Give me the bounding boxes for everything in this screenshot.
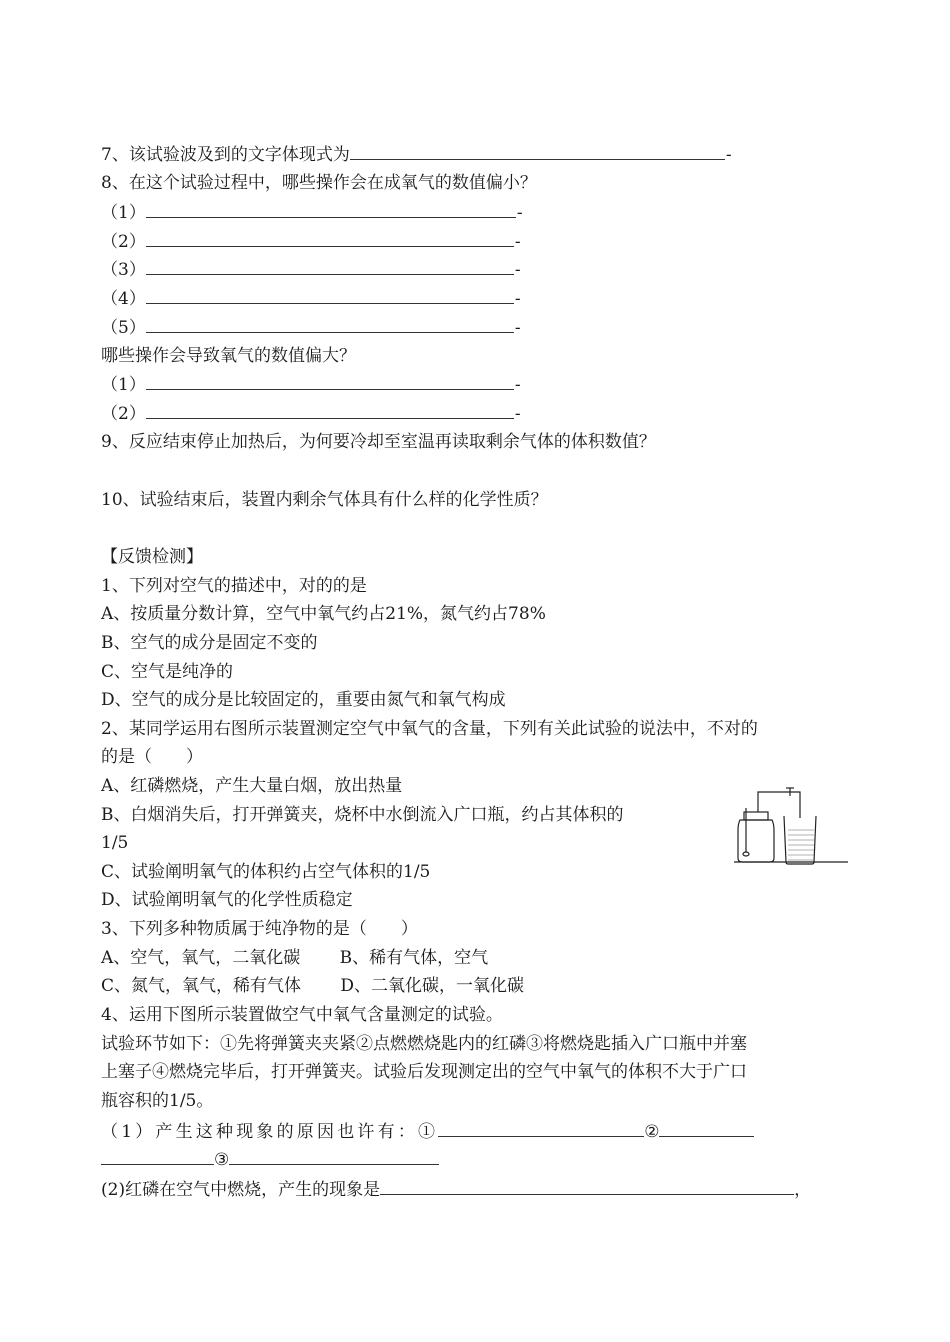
q8b-item-label: （1） bbox=[101, 375, 146, 395]
reason-blank-3[interactable] bbox=[229, 1148, 439, 1165]
q8-item-label: （2） bbox=[101, 232, 146, 252]
stopper-icon bbox=[744, 812, 768, 820]
q8-item-label: （3） bbox=[101, 260, 146, 280]
q8b-item-label: （2） bbox=[101, 404, 146, 424]
q7-tail: - bbox=[725, 145, 732, 165]
reason-blank-1[interactable] bbox=[438, 1120, 644, 1137]
fb-q1-stem: 1、下列对空气的描述中，对的的是 bbox=[101, 576, 367, 596]
fb-q3-options-ab: A、空气，氧气，二氧化碳 B、稀有气体，空气 bbox=[101, 948, 489, 968]
q8-item-label: （4） bbox=[101, 289, 146, 309]
q8-tail: - bbox=[514, 289, 521, 309]
fb-q4-sub2 bbox=[101, 1178, 811, 1201]
q8-item-2 bbox=[101, 230, 521, 253]
fb-q1-option-d: D、空气的成分是比较固定的，重要由氮气和氧气构成 bbox=[101, 690, 506, 710]
q8b-item-2 bbox=[101, 402, 521, 425]
q8-item-4 bbox=[101, 287, 521, 310]
q9-question: 9、反应结束停止加热后，为何要冷却至室温再读取剩余气体的体积数值？ bbox=[101, 432, 656, 452]
mark-2: ② bbox=[644, 1122, 660, 1142]
fb-q2-option-b: B、白烟消失后，打开弹簧夹，烧杯中水倒流入广口瓶，约占其体积的 bbox=[101, 805, 624, 825]
apparatus-figure bbox=[728, 782, 853, 882]
q8-blank-1[interactable] bbox=[146, 201, 516, 218]
q8-sub-question: 哪些操作会导致氧气的数值偏大？ bbox=[101, 346, 356, 366]
reason-blank-2[interactable] bbox=[659, 1120, 754, 1137]
q10-question: 10、试验结束后，装置内剩余气体具有什么样的化学性质？ bbox=[101, 490, 548, 510]
q8b-blank-2[interactable] bbox=[146, 402, 514, 419]
q8-blank-2[interactable] bbox=[146, 230, 514, 247]
q7-text: 7、该试验波及到的文字体现式为 bbox=[101, 145, 350, 165]
q8b-blank-1[interactable] bbox=[146, 373, 514, 390]
q8-item-3 bbox=[101, 258, 521, 281]
q8-blank-4[interactable] bbox=[146, 287, 514, 304]
fb-q2-option-d: D、试验阐明氧气的化学性质稳定 bbox=[101, 890, 353, 910]
q8-item-5 bbox=[101, 316, 521, 339]
fb-q3-stem: 3、下列多种物质属于纯净物的是（ ） bbox=[101, 919, 418, 939]
fb-q4-sub1-cont bbox=[101, 1148, 439, 1171]
fb-q1-option-c: C、空气是纯净的 bbox=[101, 662, 234, 682]
phenomenon-blank[interactable] bbox=[380, 1178, 794, 1195]
fb-q4-body-3: 瓶容积的1/5。 bbox=[101, 1091, 214, 1111]
sub2-end: ， bbox=[794, 1180, 812, 1200]
fb-q2-stem-cont: 的是（ ） bbox=[101, 747, 203, 767]
q8-item-label: （1） bbox=[101, 203, 146, 223]
fb-q2-option-b-cont: 1/5 bbox=[101, 833, 129, 853]
mark-3: ③ bbox=[214, 1150, 230, 1170]
fb-q4-sub1 bbox=[101, 1120, 754, 1143]
q7-line bbox=[101, 143, 732, 166]
fb-q4-stem: 4、运用下图所示装置做空气中氧气含量测定的试验。 bbox=[101, 1005, 503, 1025]
fb-q4-sub2-text: (2)红磷在空气中燃烧，产生的现象是 bbox=[101, 1180, 381, 1200]
q8-tail: - bbox=[516, 203, 523, 223]
glass-tube-icon bbox=[758, 792, 800, 818]
q8b-item-1 bbox=[101, 373, 521, 396]
fb-q1-option-b: B、空气的成分是固定不变的 bbox=[101, 633, 318, 653]
fb-q4-sub1-text: （1）产生这种现象的原因也许有：① bbox=[101, 1122, 439, 1142]
q8-tail: - bbox=[514, 318, 521, 338]
fb-q2-option-a: A、红磷燃烧，产生大量白烟，放出热量 bbox=[101, 776, 403, 796]
q7-answer-blank[interactable] bbox=[350, 143, 725, 160]
q8-blank-5[interactable] bbox=[146, 316, 514, 333]
q8-item-label: （5） bbox=[101, 318, 146, 338]
fb-q3-options-cd: C、氮气，氧气，稀有气体 D、二氧化碳，一氧化碳 bbox=[101, 976, 525, 996]
fb-q2-stem: 2、某同学运用右图所示装置测定空气中氧气的含量，下列有关此试验的说法中，不对的 bbox=[101, 719, 758, 739]
q8-tail: - bbox=[514, 404, 521, 424]
q8-tail: - bbox=[514, 375, 521, 395]
q8-tail: - bbox=[514, 260, 521, 280]
fb-q1-option-a: A、按质量分数计算，空气中氧气约占21%，氮气约占78% bbox=[101, 604, 546, 624]
fb-q4-body-1: 试验环节如下：①先将弹簧夹夹紧②点燃燃烧匙内的红磷③将燃烧匙插入广口瓶中并塞 bbox=[101, 1034, 747, 1054]
reason-blank-2-cont[interactable] bbox=[101, 1148, 214, 1165]
feedback-heading: 【反馈检测】 bbox=[101, 547, 203, 567]
q8-question: 8、在这个试验过程中，哪些操作会在成氧气的数值偏小？ bbox=[101, 173, 537, 193]
q8-item-1 bbox=[101, 201, 523, 224]
fb-q2-option-c: C、试验阐明氧气的体积约占空气体积的1/5 bbox=[101, 862, 431, 882]
q8-tail: - bbox=[514, 232, 521, 252]
fb-q4-body-2: 上塞子④燃烧完毕后，打开弹簧夹。试验后发现测定出的空气中氧气的体积不大于广口 bbox=[101, 1062, 747, 1082]
q8-blank-3[interactable] bbox=[146, 258, 514, 275]
